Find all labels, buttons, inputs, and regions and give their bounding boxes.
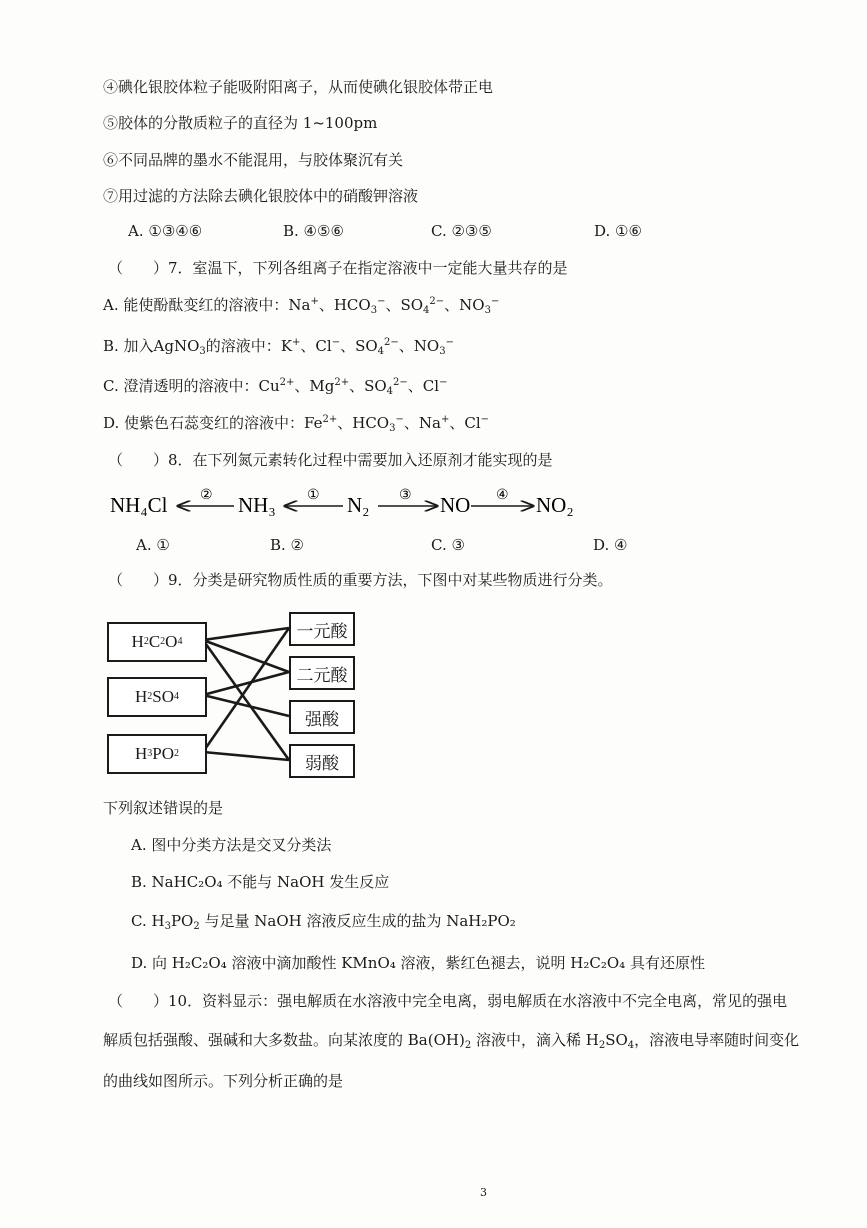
q10-line-2-sub: 2: [464, 1040, 472, 1051]
q7-option-a-ions: Na+、$HCO_3^-$、$SO_4^{2-}$、$NO_3^-$: [288, 296, 500, 316]
category-box-eryuansuan: [289, 656, 355, 690]
q8-stem: （ ）8．在下列氮元素转化过程中需要加入还原剂才能实现的是: [108, 451, 553, 469]
q7-option-b-rest: 的溶液中：: [205, 337, 281, 355]
species-nh3: NH₃: [238, 493, 276, 517]
connector-h3po2-yiyuansuan: [203, 628, 289, 752]
q9-option-c: [131, 911, 516, 931]
statement-5: ⑤胶体的分散质粒子的直径为 1~100pm: [103, 114, 378, 132]
connector-h2c2o4-ruosuan: [203, 640, 289, 760]
q7-stem: （ ）7．室温下，下列各组离子在指定溶液中一定能大量共存的是: [108, 259, 568, 277]
arrow-label-3: ③: [399, 488, 412, 503]
q10-line-2-sub3: 4: [627, 1040, 635, 1051]
q7-option-b-sub: 3: [199, 346, 206, 357]
q9-option-c-label: C.: [131, 912, 152, 930]
q7-option-b-label: B. 加入AgNO: [103, 337, 200, 355]
category-box-ruosuan: [289, 744, 355, 778]
q6-option-b: B. ④⑤⑥: [283, 222, 344, 240]
q8-option-c: C. ③: [431, 536, 465, 554]
connector-h2c2o4-yiyuansuan: [203, 628, 289, 640]
arrow-label-4: ④: [496, 488, 509, 503]
q9-tail: 下列叙述错误的是: [103, 799, 224, 817]
q7-option-a-label: A. 能使酚酞变红的溶液中：: [103, 296, 289, 314]
q10-line-2-mid: 溶液中，滴入稀 H: [471, 1031, 599, 1049]
species-nh4cl: NH₄Cl: [110, 493, 168, 517]
arrow-label-2: ②: [200, 488, 213, 503]
q7-option-c-ions: $Cu^{2+}$、$Mg^{2+}$、$SO_4^{2-}$、Cl−: [258, 377, 448, 397]
category-box-yiyuansuan: [289, 612, 355, 646]
substance-box-h3po2: H 3 PO 2: [107, 734, 207, 774]
category-box-qiangsuan: [289, 700, 355, 734]
q10-line-1: （ ）10．资料显示：强电解质在水溶液中完全电离，弱电解质在水溶液中不完全电离，常见的强电: [108, 992, 788, 1010]
substance-box-h2so4: H 2 SO 4: [107, 677, 207, 717]
page-number: 3: [480, 1186, 487, 1199]
statement-7: ⑦用过滤的方法除去碘化银胶体中的硝酸钾溶液: [103, 187, 419, 205]
q8-option-b: B. ②: [270, 536, 305, 554]
category-label-qiangsuan: 强酸: [305, 709, 339, 729]
statement-4: ④碘化银胶体粒子能吸附阳离子，从而使碘化银胶体带正电: [103, 78, 494, 96]
q9-stem: （ ）9．分类是研究物质性质的重要方法，下图中对某些物质进行分类。: [108, 571, 613, 589]
category-label-yiyuansuan: 一元酸: [296, 621, 348, 641]
q10-line-2-post: ，溶液电导率随时间变化: [634, 1031, 800, 1049]
arrow-label-1: ①: [307, 488, 320, 503]
q8-option-a: A. ①: [136, 536, 170, 554]
statement-6: ⑥不同品牌的墨水不能混用，与胶体聚沉有关: [103, 151, 404, 169]
connector-h3po2-ruosuan: [203, 752, 289, 760]
q10-line-2: [103, 1030, 799, 1050]
q8-option-d: D. ④: [593, 536, 628, 554]
q6-option-a: A. ①③④⑥: [128, 222, 203, 240]
q10-line-2-mid2: SO: [605, 1031, 628, 1049]
category-label-eryuansuan: 二元酸: [296, 665, 348, 685]
species-no2: NO₂: [536, 493, 574, 517]
q10-line-2-pre: 解质包括强酸、强碱和大多数盐。向某浓度的 Ba(OH): [103, 1031, 465, 1049]
species-n2: N₂: [347, 493, 370, 517]
q7-option-b-ions: K+、Cl−、$SO_4^{2-}$、$NO_3^-$: [280, 337, 454, 357]
q7-option-c-label: C. 澄清透明的溶液中：: [103, 377, 259, 395]
q10-line-2-sub2: 2: [598, 1040, 606, 1051]
q9-option-a: A. 图中分类方法是交叉分类法: [131, 836, 332, 854]
q6-option-c: C. ②③⑤: [431, 222, 492, 240]
q9-option-b: B. NaHC₂O₄ 不能与 NaOH 发生反应: [131, 873, 390, 891]
q6-option-d: D. ①⑥: [594, 222, 642, 240]
q9-option-c-formula: $H_3PO_2$: [151, 912, 200, 932]
q10-line-3: 的曲线如图所示。下列分析正确的是: [103, 1072, 344, 1090]
category-label-ruosuan: 弱酸: [305, 753, 339, 773]
substance-box-h2c2o4: H 2 C 2 O 4: [107, 622, 207, 662]
q9-option-d: D. 向 H₂C₂O₄ 溶液中滴加酸性 KMnO₄ 溶液，紫红色褪去，说明 H₂C₂O₄ 具有还原性: [131, 954, 705, 972]
q7-option-d-label: D. 使紫色石蕊变红的溶液中：: [103, 414, 305, 432]
q9-option-c-text: 与足量 NaOH 溶液反应生成的盐为 NaH₂PO₂: [199, 912, 516, 930]
species-no: NO: [440, 493, 471, 517]
q7-option-d-ions: $Fe^{2+}$、$HCO_3^-$、Na+、Cl−: [304, 414, 490, 434]
